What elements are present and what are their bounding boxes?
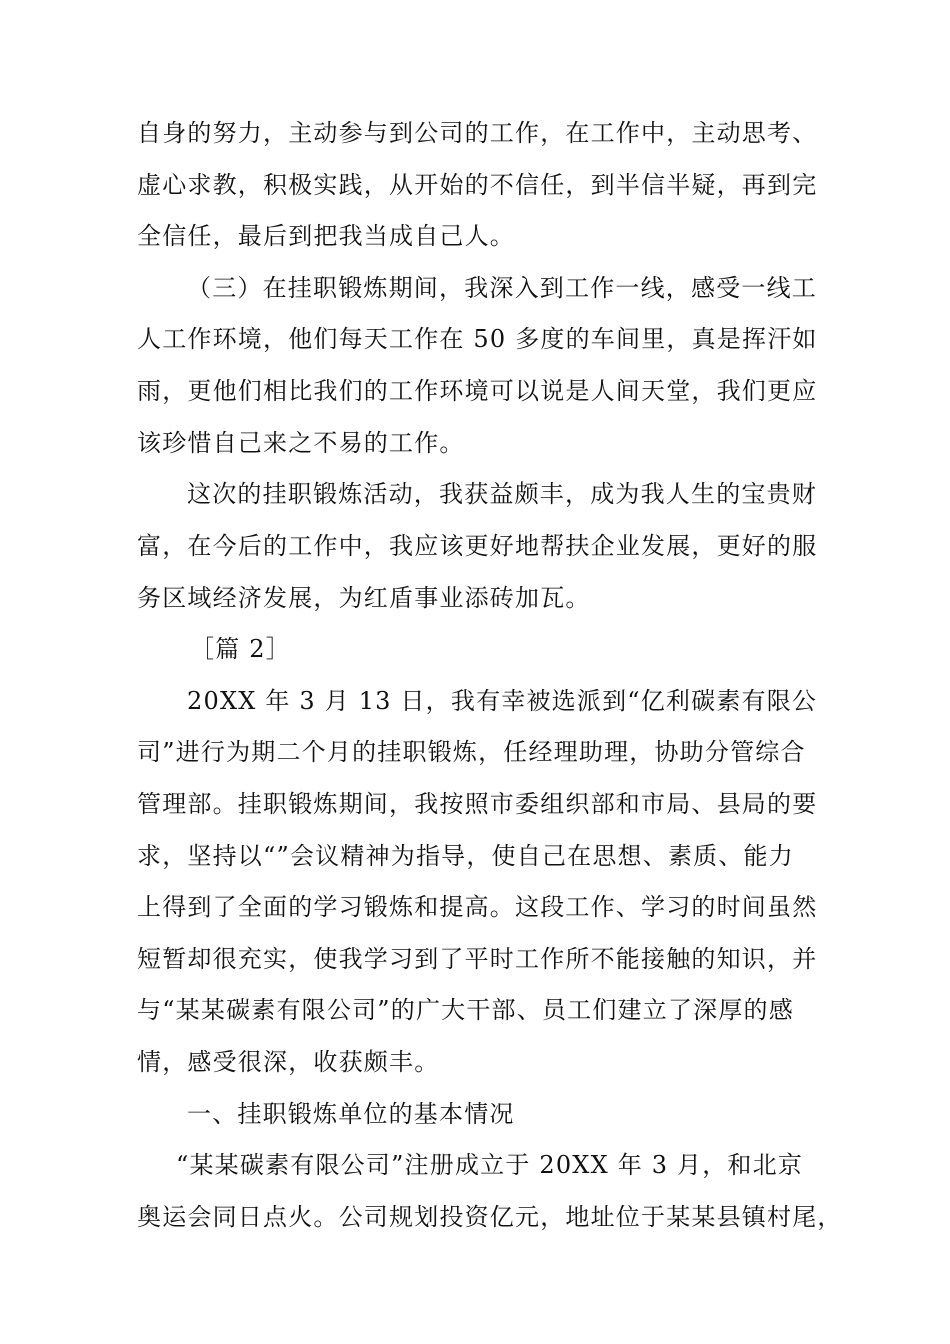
- text-line: 富，在今后的工作中，我应该更好地帮扶企业发展，更好的服: [137, 532, 818, 560]
- paragraph-first-line: 这次的挂职锻炼活动，我获益颇丰，成为我人生的宝贵财: [187, 480, 817, 508]
- paragraph-first-line: （三）在挂职锻炼期间，我深入到工作一线，感受一线工: [187, 274, 817, 302]
- text-line: 司”进行为期二个月的挂职锻炼，任经理助理，协助分管综合: [137, 738, 806, 766]
- text-line: 与“某某碳素有限公司”的广大干部、员工们建立了深厚的感: [137, 996, 794, 1024]
- text-line: 务区域经济发展，为红盾事业添砖加瓦。: [137, 584, 591, 612]
- text-line: 自身的努力，主动参与到公司的工作，在工作中，主动思考、: [137, 119, 818, 147]
- text-line: 上得到了全面的学习锻炼和提高。这段工作、学习的时间虽然: [137, 893, 818, 921]
- text-line: 虚心求教，积极实践，从开始的不信任，到半信半疑，再到完: [137, 171, 818, 199]
- text-line: 管理部。挂职锻炼期间，我按照市委组织部和市局、县局的要: [137, 790, 818, 818]
- text-line: 奥运会同日点火。公司规划投资亿元，地址位于某某县镇村尾，: [137, 1203, 843, 1231]
- section-heading: 一、挂职锻炼单位的基本情况: [187, 1100, 515, 1128]
- text-line: 该珍惜自己来之不易的工作。: [137, 429, 465, 457]
- text-line: 短暂却很充实，使我学习到了平时工作所不能接触的知识，并: [137, 945, 818, 973]
- text-line: 雨，更他们相比我们的工作环境可以说是人间天堂，我们更应: [137, 377, 818, 405]
- section-marker: ［篇 2］: [190, 635, 291, 663]
- text-line: 人工作环境，他们每天工作在 50 多度的车间里，真是挥汗如: [137, 325, 818, 353]
- text-line: 求，坚持以“”会议精神为指导，使自己在思想、素质、能力: [137, 842, 794, 870]
- paragraph-first-line: “某某碳素有限公司”注册成立于 20XX 年 3 月，和北京: [176, 1151, 804, 1179]
- paragraph-first-line: 20XX 年 3 月 13 日，我有幸被选派到“亿利碳素有限公: [187, 687, 818, 715]
- text-line: 情，感受很深，收获颇丰。: [137, 1048, 440, 1076]
- text-line: 全信任，最后到把我当成自己人。: [137, 222, 515, 250]
